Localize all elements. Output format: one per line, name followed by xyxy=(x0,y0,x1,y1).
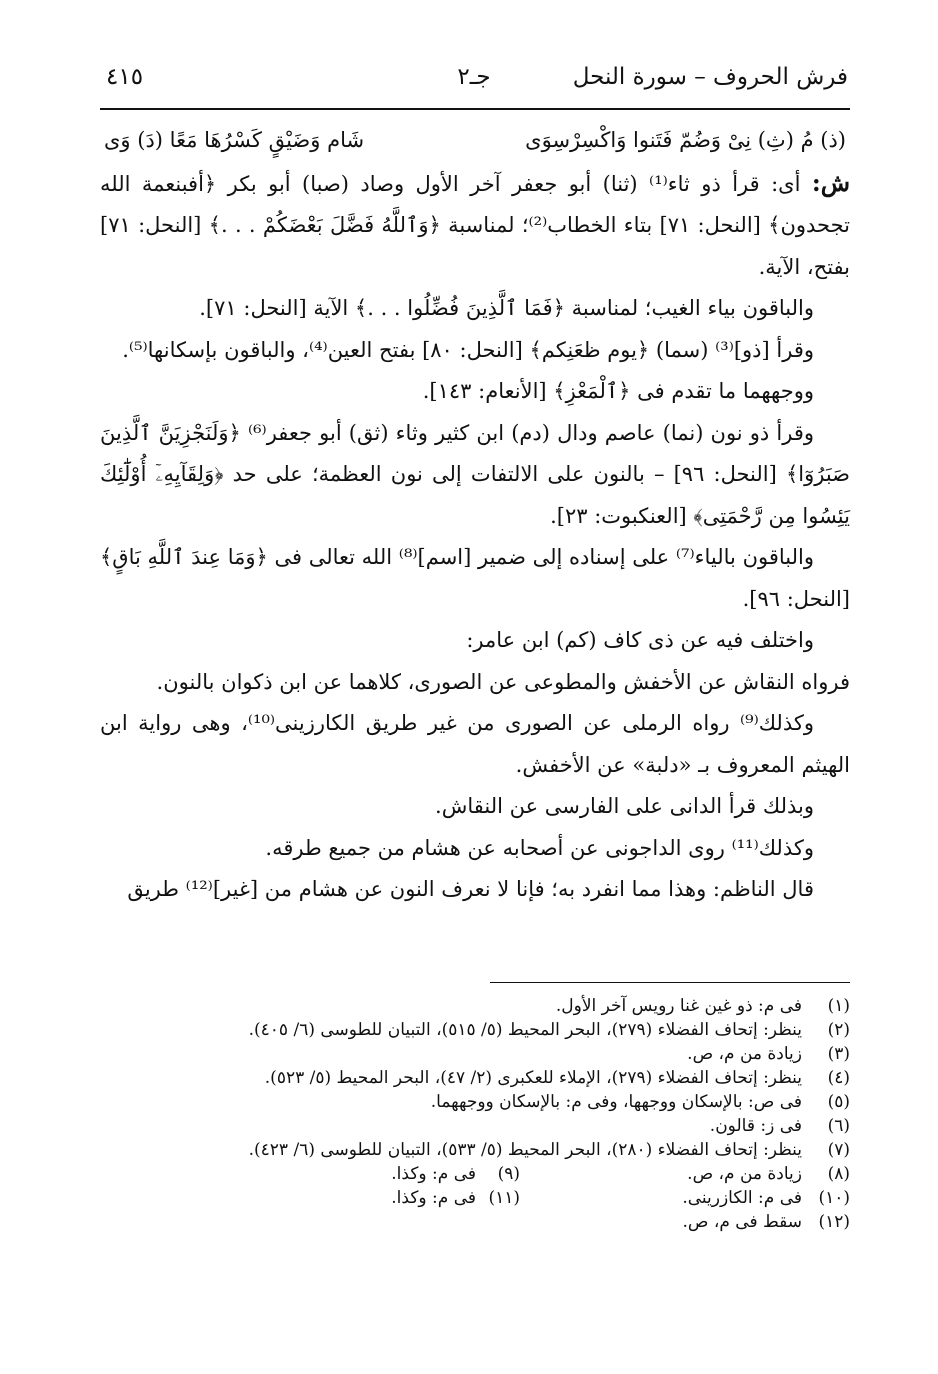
footnote-text: سقط فى م، ص. xyxy=(682,1212,802,1232)
footnote-number: (١) xyxy=(827,996,850,1016)
footnote-number: (٣) xyxy=(827,1044,850,1064)
footnote-pair-row xyxy=(100,1162,850,1186)
footnote-number: (١٢) xyxy=(818,1212,850,1232)
footnote xyxy=(100,1042,850,1066)
main-text xyxy=(100,120,850,911)
volume-label: جـ٢ xyxy=(457,64,491,90)
footnote xyxy=(100,1210,850,1234)
footnote-number: (٤) xyxy=(827,1068,850,1088)
footnote xyxy=(100,1138,850,1162)
footnote-number: (١٠) xyxy=(818,1188,850,1208)
footnote-text: فى م: ذو غين غنا رويس آخر الأول. xyxy=(555,996,802,1016)
footnote-text: زيادة من م، ص. xyxy=(687,1164,802,1184)
footnote xyxy=(100,1114,850,1138)
verse-second-hemistich: شَام وَضَيْقٍ كَسْرُهَا مَعًا (دَ) وَى xyxy=(104,128,365,152)
paragraph: وبذلك قرأ الدانى على الفارسى عن النقاش. xyxy=(435,794,814,818)
footnote-number: (٧) xyxy=(827,1140,850,1160)
footnote-text: فى ز: قالون. xyxy=(709,1116,802,1136)
commentary-marker: ش: xyxy=(811,167,850,197)
footnote-text: فى ص: بالإسكان ووجهها، وفى م: بالإسكان ووجههما. xyxy=(430,1092,802,1112)
footnote-number: (١١) xyxy=(488,1188,520,1208)
footnotes xyxy=(100,994,850,1234)
running-title: فرش الحروف – سورة النحل xyxy=(572,64,848,90)
footnote-text: ينظر: إتحاف الفضلاء (٢٨٠)، البحر المحيط (٥/ ٥٣٣)، التبيان للطوسى (٦/ ٤٢٣). xyxy=(248,1140,802,1160)
paragraph: وقرأ [ذو]⁽³⁾ (سما) ﴿يوم ظعَنِكم﴾ [النحل: ٨٠] بفتح العين⁽⁴⁾، والباقون بإسكانها⁽⁵⁾. xyxy=(122,337,814,362)
footnote-pair-row xyxy=(100,1186,850,1210)
footnote-text: زيادة من م، ص. xyxy=(687,1044,802,1064)
footnote-number: (٦) xyxy=(827,1116,850,1136)
header-rule xyxy=(100,108,850,110)
paragraph: والباقون بياء الغيب؛ لمناسبة ﴿فَمَا ٱلَّذِينَ فُضِّلُوا . . .﴾ الآية [النحل: ٧١]. xyxy=(199,296,814,320)
footnote-number: (٨) xyxy=(827,1164,850,1184)
poem-verse xyxy=(100,120,850,162)
footnote xyxy=(100,1018,850,1042)
footnote-text: فى م: الكازرينى. xyxy=(682,1188,802,1208)
footnote xyxy=(190,1162,520,1186)
footnote xyxy=(520,1186,850,1210)
footnote-number: (٥) xyxy=(827,1092,850,1112)
paragraph: وكذلك⁽¹¹⁾ روى الداجونى عن أصحابه عن هشام من جميع طرقه. xyxy=(265,835,814,860)
paragraph: وقرأ ذو نون (نما) عاصم ودال (دم) ابن كثير وثاء (ثق) أبو جعفر⁽⁶⁾ ﴿وَلَنَجْزِيَنَّ ٱلَّذِينَ صَبَرُوٓا﴾ [النحل: ٩٦] – بالنون على الالتفات إلى نون العظمة؛ على حد ﴿وَلِقَآيِهِۦٓ أُوْلَٰٓئِكَ يَئِسُوا مِن رَّحْمَتِى﴾ [العنكبوت: ٢٣]. xyxy=(100,420,850,528)
paragraph: قال الناظم: وهذا مما انفرد به؛ فإنا لا نعرف النون عن هشام من [غير]⁽¹²⁾ طريق xyxy=(127,877,814,901)
footnote xyxy=(100,1066,850,1090)
footnote-text: فى م: وكذا. xyxy=(391,1188,476,1208)
footnote xyxy=(190,1186,520,1210)
page-number: ٤١٥ xyxy=(106,64,144,90)
paragraph: ووجههما ما تقدم فى ﴿ٱلْمَعْزِ﴾ [الأنعام: ١٤٣]. xyxy=(422,379,814,403)
paragraph-text: أى: قرأ ذو ثاء⁽¹⁾ (ثنا) أبو جعفر آخر الأول وصاد (صبا) أبو بكر ﴿أفبنعمة الله تجحدون﴾ [النحل: ٧١] بتاء الخطاب⁽²⁾؛ لمناسبة ﴿وَٱللَّهُ فَضَّلَ بَعْضَكُمْ . . .﴾ [النحل: ٧١] بفتح، الآية. xyxy=(100,171,850,279)
footnote xyxy=(520,1162,850,1186)
footnote xyxy=(100,994,850,1018)
footnote-number: (٩) xyxy=(497,1164,520,1184)
page-header xyxy=(100,60,848,100)
paragraph: والباقون بالياء⁽⁷⁾ على إسناده إلى ضمير [اسم]⁽⁸⁾ الله تعالى فى ﴿وَمَا عِندَ ٱللَّهِ بَاقٍ﴾ [النحل: ٩٦]. xyxy=(100,545,850,611)
paragraph xyxy=(100,162,850,289)
verse-first-hemistich: (ذ) مُ (ثِ) نِىْ وَضُمّ فَتَنوا وَاكْسِرْسِوَى xyxy=(525,128,846,152)
paragraph: واختلف فيه عن ذى كاف (كم) ابن عامر: xyxy=(466,628,814,652)
footnote-number: (٢) xyxy=(827,1020,850,1040)
paragraph: فرواه النقاش عن الأخفش والمطوعى عن الصورى، كلاهما عن ابن ذكوان بالنون. xyxy=(156,669,850,694)
footnote xyxy=(100,1090,850,1114)
footnote-text: ينظر: إتحاف الفضلاء (٢٧٩)، البحر المحيط (٥/ ٥١٥)، التبيان للطوسى (٦/ ٤٠٥). xyxy=(248,1020,802,1040)
footnote-text: فى م: وكذا. xyxy=(391,1164,476,1184)
footnote-text: ينظر: إتحاف الفضلاء (٢٧٩)، الإملاء للعكبرى (٢/ ٤٧)، البحر المحيط (٥/ ٥٢٣). xyxy=(264,1068,802,1088)
footnote-rule xyxy=(490,982,850,983)
paragraph: وكذلك⁽⁹⁾ رواه الرملى عن الصورى من غير طريق الكارزينى⁽¹⁰⁾، وهى رواية ابن الهيثم المعروف بـ «دلبة» عن الأخفش. xyxy=(100,711,850,777)
